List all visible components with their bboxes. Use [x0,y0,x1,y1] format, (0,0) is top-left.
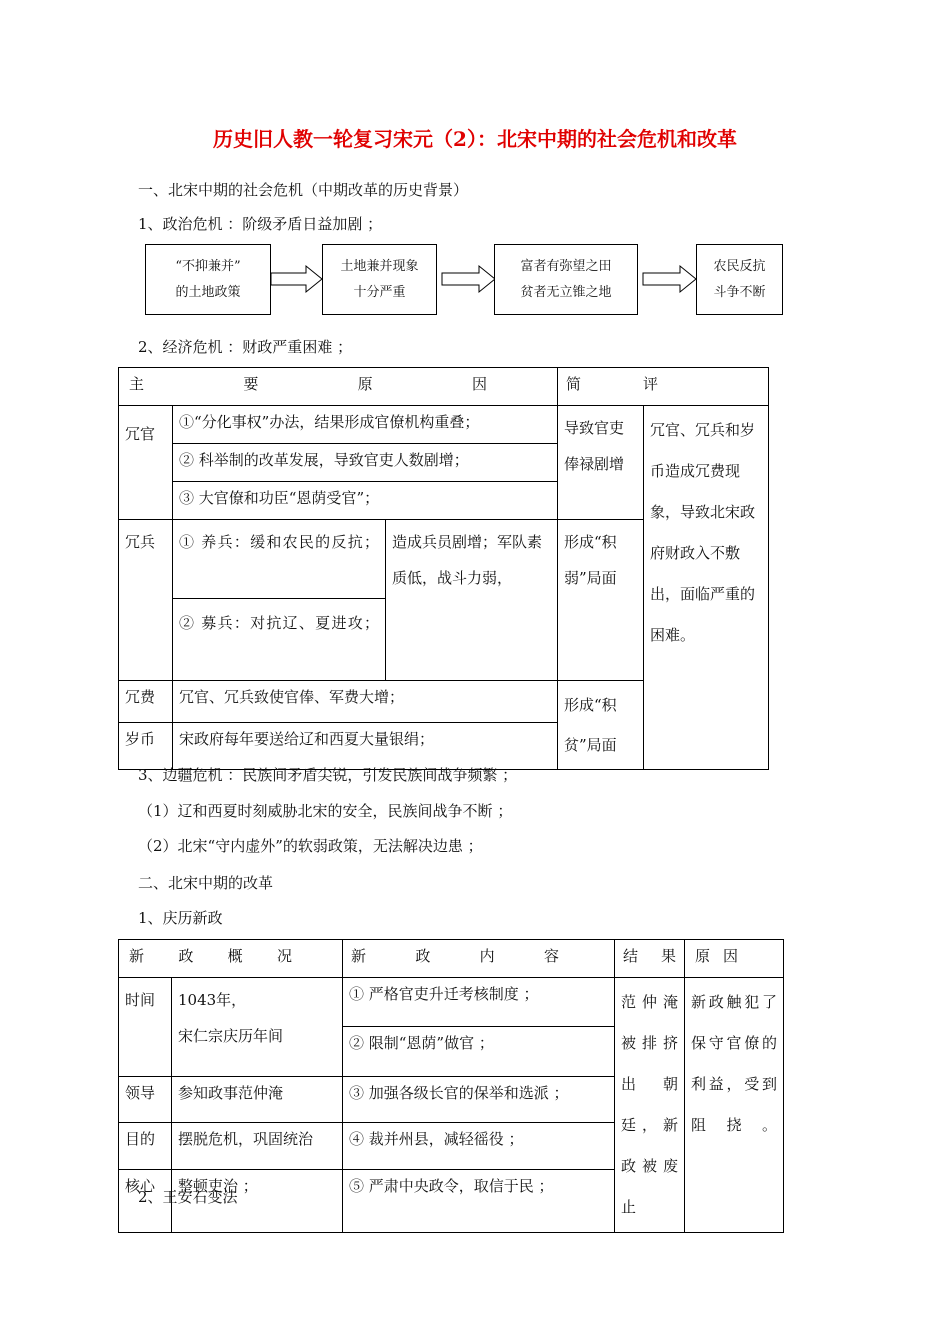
flow-box-1-line2: 的土地政策 [175,284,241,300]
flow-arrow-2-icon [441,264,497,294]
soldier-item-2: ② 募兵：对抗辽、夏进攻； [173,599,386,681]
content-item-5: ⑤ 严肃中央政令，取信于民 ； [343,1169,615,1232]
header-result [615,940,685,978]
review-summary: 冗官、冗兵和岁币造成冗费现象，导致北宋政府财政入不敷出，面临严重的困难。 [644,406,769,770]
economic-crisis-label: 2、经济危机 ：财政严重困难 ； [138,338,353,356]
row-label-official: 冗官 [119,406,173,520]
content-item-4: ④ 裁并州县，减轻徭役 ； [343,1123,615,1169]
key-leader: 领导 [119,1076,172,1122]
flow-arrow-3-icon [642,264,698,294]
header-overview [119,940,343,978]
value-core: 整顿吏治 ； [172,1169,343,1232]
header-main-cause [119,368,558,406]
header-overview-char: 新 [129,947,145,965]
qingli-reason: 新政触犯了保守官僚的利益，受到阻挠。 [685,978,784,1233]
official-result: 导致官吏俸禄剧增 [558,406,644,520]
soldier-result: 形成“积弱”局面 [558,520,644,681]
header-result-char: 果 [660,947,676,965]
value-purpose: 摆脱危机，巩固统治 [172,1123,343,1169]
header-cause-char: 要 [243,375,259,393]
row-label-expense: 冗费 [119,681,173,723]
official-item-1: ①“分化事权”办法，结果形成官僚机构重叠； [173,406,558,444]
header-cause-char: 因 [471,375,487,393]
header-cause-char: 原 [357,375,373,393]
header-overview-char: 政 [178,947,194,965]
flow-box-4-line2: 斗争不断 [713,284,766,300]
key-purpose: 目的 [119,1123,172,1169]
qingli-label: 1、庆历新政 [138,909,223,927]
content-item-3: ③ 加强各级长官的保举和选派 ； [343,1076,615,1122]
header-result-char: 结 [623,947,639,965]
row-label-tribute: 岁币 [119,723,173,770]
poor-result: 形成“积贫”局面 [558,681,644,770]
header-reason-char: 因 [722,947,738,965]
flow-box-4-line1: 农民反抗 [713,258,766,274]
header-reason [685,940,784,978]
value-leader: 参知政事范仲淹 [172,1076,343,1122]
flow-box-1 [145,244,271,315]
flow-arrow-1-icon [270,264,324,294]
flow-box-2 [322,244,437,315]
economic-crisis-table [118,367,769,770]
soldier-effect: 造成兵员剧增；军队素质低，战斗力弱， [386,520,558,681]
row-label-soldier: 冗兵 [119,520,173,681]
value-time-line1: 1043年， [178,991,247,1009]
border-item-1: （1）辽和西夏时刻威胁北宋的安全，民族间战争不断 ； [138,802,513,820]
section2-heading: 二、北宋中期的改革 [138,874,274,892]
key-core: 核心 [119,1169,172,1232]
tribute-text: 宋政府每年要送给辽和西夏大量银绢； [173,723,558,770]
header-cause-char: 主 [129,375,145,393]
flow-box-3-line2: 贫者无立锥之地 [520,284,612,300]
flow-box-1-line1: “不抑兼并” [175,258,241,274]
flow-box-3-line1: 富者有弥望之田 [520,258,612,274]
header-content-char: 政 [415,947,431,965]
header-overview-char: 概 [227,947,243,965]
header-content-char: 新 [351,947,367,965]
content-item-1: ① 严格官吏升迁考核制度 ； [343,978,615,1027]
flow-box-3 [494,244,638,315]
flow-box-2-line2: 十分严重 [353,284,406,300]
political-crisis-label: 1、政治危机 ：阶级矛盾日益加剧 ； [138,215,383,233]
flow-box-4 [696,244,783,315]
expense-text: 冗官、冗兵致使官俸、军费大增； [173,681,558,723]
header-review [558,368,769,406]
header-review-char: 简 [566,375,582,393]
flow-box-2-line1: 土地兼并现象 [340,258,419,274]
wang-anshi-label: 2、王安石变法 [138,1188,238,1206]
soldier-item-1: ① 养兵：缓和农民的反抗； [173,520,386,599]
header-content-char: 容 [543,947,559,965]
border-item-2: （2）北宋“守内虚外”的软弱政策，无法解决边患 ； [138,837,483,855]
page-title: 历史旧人教一轮复习宋元（2）：北宋中期的社会危机和改革 [213,127,737,151]
key-time: 时间 [119,978,172,1077]
header-content [343,940,615,978]
qingli-result: 范仲淹被排挤出朝廷，新政被废止 [615,978,685,1233]
official-item-2: ② 科举制的改革发展，导致官吏人数剧增； [173,444,558,482]
border-crisis-label: 3、边疆危机 ：民族间矛盾尖锐，引发民族间战争频繁 ； [138,766,518,784]
official-item-3: ③ 大官僚和功臣“恩荫受官”； [173,482,558,520]
header-review-char: 评 [643,375,659,393]
section1-heading: 一、北宋中期的社会危机（中期改革的历史背景） [138,181,469,199]
content-item-2: ② 限制“恩荫”做官 ； [343,1027,615,1076]
header-reason-char: 原 [695,947,711,965]
value-time [172,978,343,1077]
header-overview-char: 况 [276,947,292,965]
header-content-char: 内 [479,947,495,965]
value-time-line2: 宋仁宗庆历年间 [178,1027,284,1045]
